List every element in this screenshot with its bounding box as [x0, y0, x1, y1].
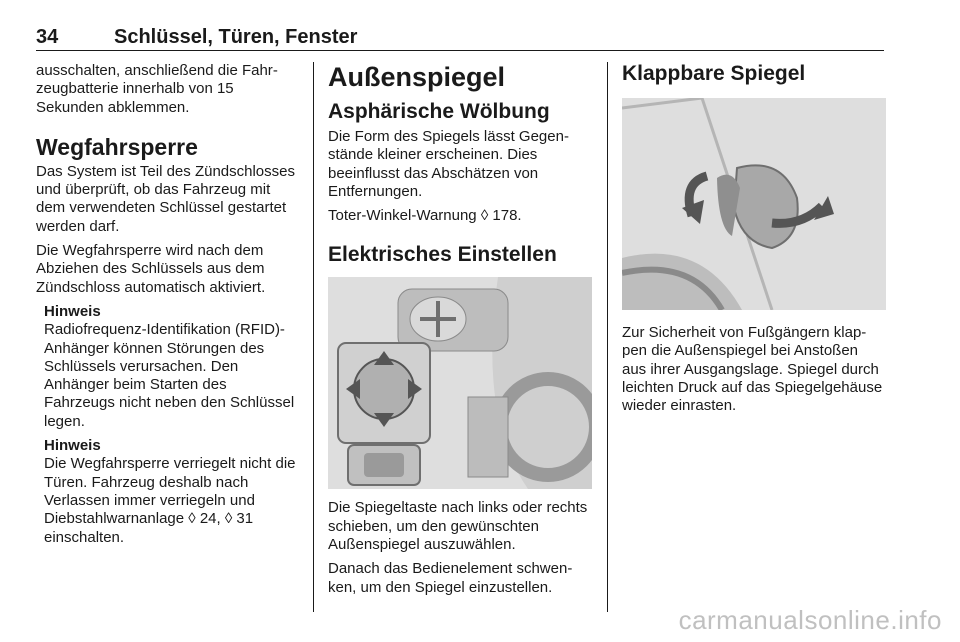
mirror-control-illustration: [328, 277, 592, 489]
column-1: [36, 62, 298, 553]
column-divider: [313, 62, 314, 612]
watermark: carmanualsonline.info: [678, 605, 942, 635]
subheading-aspherical: Asphärische Wölbung: [328, 100, 550, 123]
page-header: [36, 24, 884, 51]
note-block: [44, 437, 298, 547]
chapter-title: Schlüssel, Türen, Fenster: [114, 26, 358, 48]
note-text: Radiofrequenz-Identifikation (RFID)-Anhänger können Störungen des Schlüssels verursachen. Den Anhänger beim Starten des Fahrzeugs nicht neben den Schlüssel legen.: [44, 321, 295, 430]
figure-caption: Danach das Bedienelement schwenken, um den Spiegel einzustellen.: [328, 560, 573, 596]
section-title: Außenspiegel: [328, 62, 506, 92]
note-title: Hinweis: [44, 437, 101, 455]
subheading-folding: Klappbare Spiegel: [622, 62, 806, 85]
figure-caption: Die Spiegeltaste nach links oder rechts schieben, um den gewünschten Außenspiegel auszuwählen.: [328, 499, 588, 554]
paragraph: Die Form des Spiegels lässt Gegenstände kleiner erscheinen. Dies beeinflusst das Abschätzen von Entfernungen.: [328, 128, 569, 200]
intro-text: ausschalten, anschließend die Fahrzeugbatterie innerhalb von 15 Sekunden abklemmen.: [36, 62, 278, 116]
figure-caption: Zur Sicherheit von Fußgängern klappen die Außenspiegel bei Anstoßen aus ihrer Ausgangslage. Spiegel durch leichten Druck auf das Spiegelgehäuse wieder einrasten.: [622, 324, 883, 415]
paragraph: Die Wegfahrsperre wird nach dem Abziehen des Schlüssels aus dem Zündschloss automatisch aktiviert.: [36, 242, 266, 296]
page-number: 34: [36, 26, 59, 48]
note-block: [44, 303, 298, 431]
column-2: [328, 62, 592, 603]
note-text: Die Wegfahrsperre verriegelt nicht die Türen. Fahrzeug deshalb nach Verlassen immer verriegeln und Diebstahlwarnanlage ◊ 24, ◊ 31 einschalten.: [44, 455, 296, 546]
cross-reference: Toter-Winkel-Warnung ◊ 178.: [328, 207, 522, 225]
column-3: [622, 62, 886, 421]
folding-mirror-illustration: [622, 98, 886, 310]
heading-wegfahrsperre: Wegfahrsperre: [36, 133, 198, 160]
note-title: Hinweis: [44, 302, 101, 320]
column-divider: [607, 62, 608, 612]
subheading-electric: Elektrisches Einstellen: [328, 243, 557, 267]
paragraph: Das System ist Teil des Zündschlosses und überprüft, ob das Fahrzeug mit dem verwendeten Schlüssel gestartet werden darf.: [36, 162, 295, 235]
